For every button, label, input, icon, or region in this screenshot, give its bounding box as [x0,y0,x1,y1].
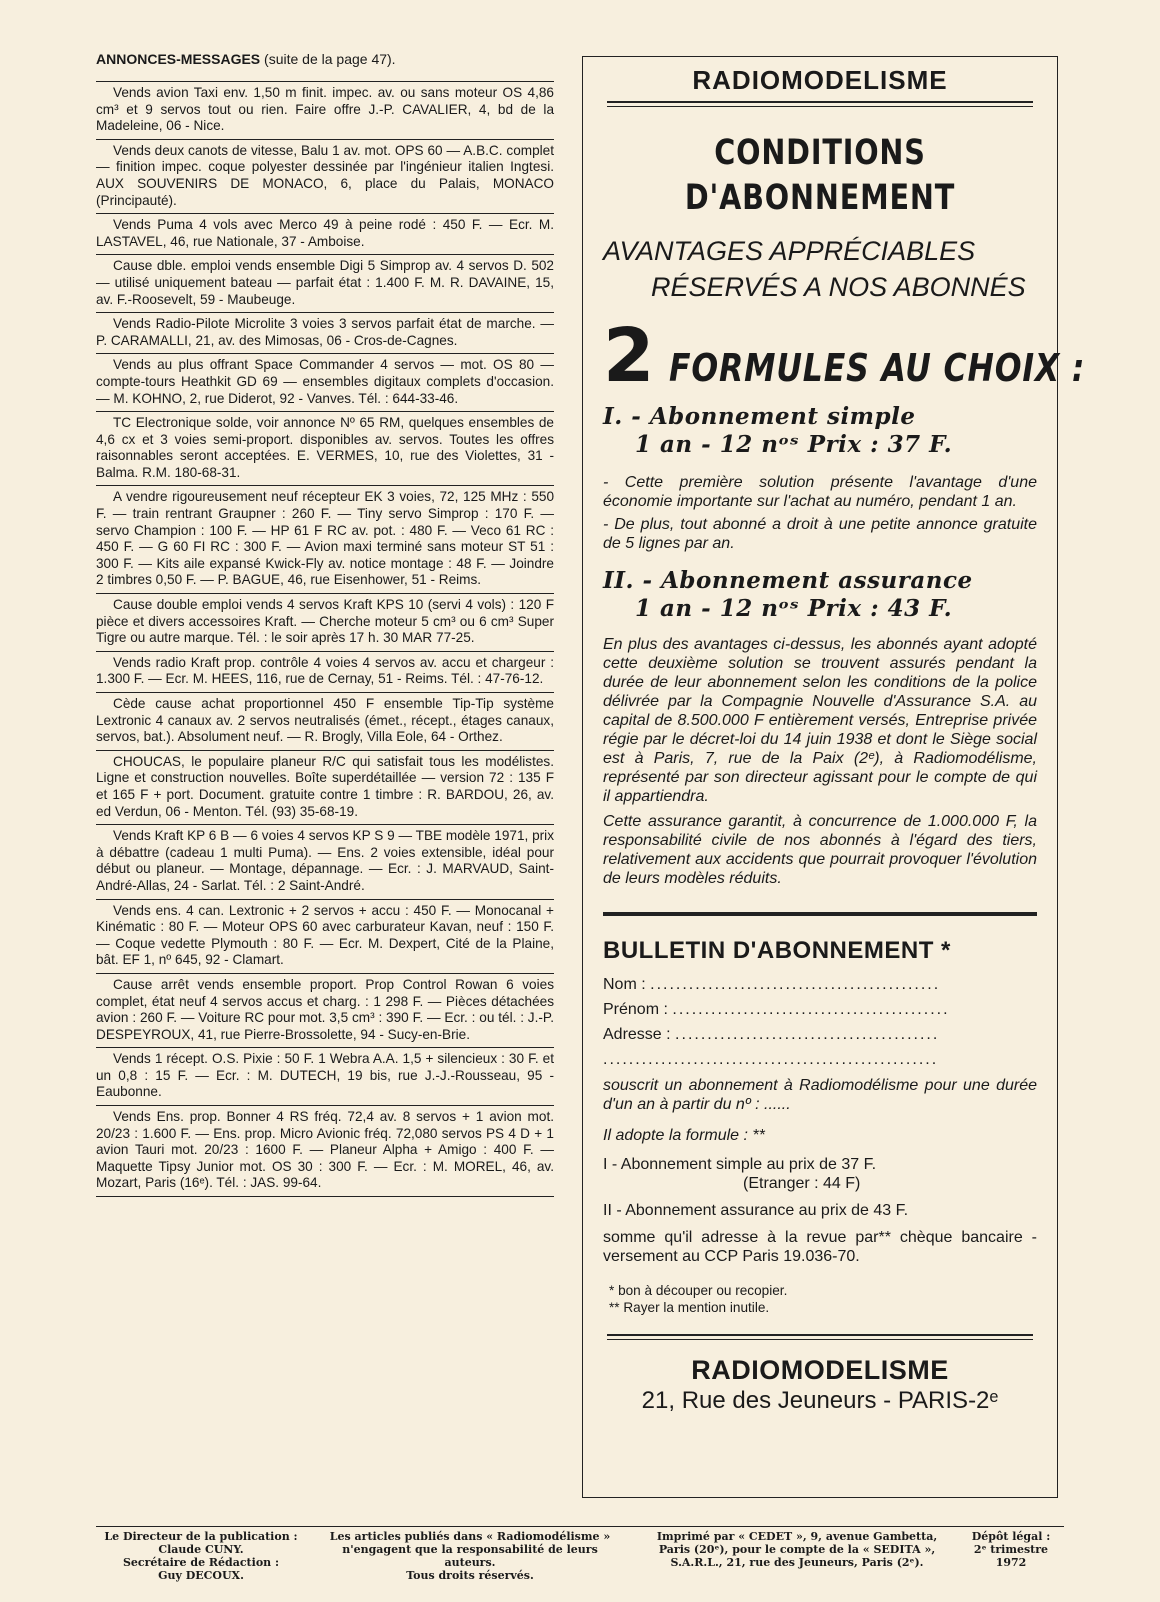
footer-line: Claude CUNY. [158,1543,244,1556]
ad-item: Vends deux canots de vitesse, Balu 1 av. mot. OPS 60 — A.B.C. complet — finition impec. coque polyester dessinée par l'ingénieur italien Ingtesi. AUX SOUVENIRS DE MONACO, 6, place du Palais, MONACO (Principauté). [96,139,554,213]
conditions-title [626,131,1015,221]
form-field-adresse-continued[interactable]: .................................................... [603,1051,939,1068]
formules-text: FORMULES AU CHOIX : [668,346,1085,390]
formules-number: 2 [603,313,655,399]
ad-item: Vends Puma 4 vols avec Merco 49 à peine rodé : 450 F. — Ecr. M. LASTAVEL, 46, rue Nationale, 37 - Amboise. [96,213,554,254]
footer-line: Tous droits réservés. [406,1569,534,1582]
ad-item: Vends Ens. prop. Bonner 4 RS fréq. 72,4 av. 8 servos + 1 avion mot. 20/23 : 1.600 F. — Ens. prop. Micro Avionic fréq. 72,080 servos PS 4 D + 1 avion Tauri mot. 20/23 : 1600 F. — Planeur Alpha + Amigo : 400 F. — Maquette Tipsy Junior mot. OS 30 : 300 F. — Ecr. : M. MOREL, 46, av. Mozart, Paris (16ᵉ). Tél. : JAS. 99-64. [96,1105,554,1197]
formula-2-price: 1 an - 12 nᵒˢ Prix : 43 F. [635,595,953,622]
ad-item: A vendre rigoureusement neuf récepteur EK 3 voies, 72, 125 MHz : 550 F. — train rentrant Graupner : 260 F. — Tiny servo Simprop : 170 F. — servo Champion : 100 F. — HP 61 F RC av. pot. : 480 F. — Veco 61 RC : 450 F. — G 60 FI RC : 300 F. — Avion maxi terminé sans moteur ST 51 : 300 F. — Kits aile expansé Kwick-Fly av. notice montage : 48 F. — Joindre 2 timbres 0,50 F. — P. BAGUE, 46, rue Eisenhower, 51 - Reims. [96,485,554,593]
ad-item: Vends avion Taxi env. 1,50 m finit. impec. av. ou sans moteur OS 4,86 cm³ et 9 servos tout ou rien. Faire offre J.-P. CAVALIER, 4, bd de la Madeleine, 06 - Nice. [96,81,554,139]
choice-1-etranger: (Etranger : 44 F) [743,1175,861,1192]
classified-ads-column [96,50,554,1197]
footer-line: Les articles publiés dans « Radiomodélisme » [329,1530,611,1543]
avantages-line-2: RÉSERVÉS A NOS ABONNÉS [651,272,1026,302]
formula-2-paragraph: Cette assurance garantit, à concurrence de 1.000.000 F, la responsabilité civile de nos abonnés à l'égard des tiers, relativement aux accidents que pourrait provoquer l'évolution de leurs modèles réduits. [603,813,1037,887]
ad-item: Cause arrêt vends ensemble proport. Prop Control Rowan 6 voies complet, état neuf 4 servos accus et charg. : 1 298 F. — Pièces détachées avion : 260 F. — Voiture RC pour mot. 3,5 cm³ : 390 F. — Ecr. : ou tél. : J.-P. DESPEYROUX, 41, rue Pierre-Brossolette, 94 - Sucy-en-Brie. [96,973,554,1047]
footer-line: Dépôt légal : [971,1530,1051,1543]
choice-2: II - Abonnement assurance au prix de 43 F. [603,1202,909,1219]
footer-line: Secrétaire de Rédaction : [122,1556,280,1569]
formula-2-paragraph: En plus des avantages ci-dessus, les abonnés ayant adopté cette deuxième solution se trouvent assurés pendant la durée de leur abonnement selon les conditions de la police délivrée par la Compagnie Nouvelle d'Assurance S.A. au capital de 8.500.000 F entièrement versés, Entreprise privée régie par le décret-loi du 14 juin 1938 et dont le Siège social est à Paris, 7, rue de la Paix (2ᵉ), à Radiomodélisme, représenté par son directeur agissant pour le compte de qui il appartiendra. [603,636,1037,805]
ad-item: Cause dble. emploi vends ensemble Digi 5 Simprop av. 4 servos D. 502 — utilisé uniquement bateau — parfait état : 1.400 F. M. R. DAVAINE, 15, av. F.-Roosevelt, 59 - Maubeuge. [96,254,554,312]
ad-item: Vends radio Kraft prop. contrôle 4 voies 4 servos av. accu et chargeur : 1.300 F. — Ecr. M. HEES, 116, rue de Cernay, 51 - Reims. Tél. : 47-76-12. [96,651,554,692]
form-field-adresse[interactable]: Adresse : ......................................... [603,1026,940,1043]
publisher-address: 21, Rue des Jeuneurs - PARIS-2ᵉ [641,1387,999,1414]
conditions-line-1: CONDITIONS [714,133,926,173]
formula-1-title: I. - Abonnement simple [603,403,916,430]
footer-rights-notice [318,1530,622,1582]
footer-line: Paris (20ᵉ), pour le compte de la « SEDITA », [658,1543,936,1556]
choice-1: I - Abonnement simple au prix de 37 F. [603,1156,877,1173]
footer-line: S.A.R.L., 21, rue des Jeuneurs, Paris (2ᵉ). [670,1556,924,1569]
ads-list [96,81,554,1197]
form-field-prenom[interactable]: Prénom : ........................................... [603,1001,950,1018]
form-label: Nom : [603,976,646,993]
payment-text: somme qu'il adresse à la revue par** chèque bancaire - versement au CCP Paris 19.036-70. [603,1229,1037,1265]
ad-item: Vends Radio-Pilote Microlite 3 voies 3 servos parfait état de marche. — P. CARAMALLI, 21, av. des Mimosas, 06 - Cros-de-Cagnes. [96,312,554,353]
ad-item: CHOUCAS, le populaire planeur R/C qui satisfait tous les modélistes. Ligne et construction nouvelles. Boîte superdétaillée — version 72 : 135 F et 165 F + port. Document. gratuite contre 1 timbre : R. BARDOU, 26, av. ed Verdun, 06 - Menton. Tél. (93) 35-68-19. [96,750,554,824]
formules-heading [603,313,1085,399]
footer-divider [96,1526,1064,1527]
divider [607,101,1033,107]
souscrit-text: souscrit un abonnement à Radiomodélisme pour une durée d'un an à partir du nº : ...... [603,1077,1037,1113]
formula-1-heading [583,403,1057,459]
form-field-nom[interactable]: Nom : ............................................. [603,976,941,993]
footer-line: n'engagent que la responsabilité de leurs auteurs. [342,1543,598,1569]
ad-item: Cède cause achat proportionnel 450 F ensemble Tip-Tip système Lextronic 4 canaux av. 2 servos neutralisés (émet., récept., étages canaux, servos, bat.). Absolument neuf. — R. Brogly, Villa Eole, 64 - Orthez. [96,692,554,750]
formula-2-heading [583,567,1057,623]
bulletin-title: BULLETIN D'ABONNEMENT * [603,937,951,964]
ad-item: Vends au plus offrant Space Commander 4 servos — mot. OS 80 — compte-tours Heathkit GD 69 — ensembles digitaux complets d'occasion. — M. KOHNO, 2, rue Diderot, 92 - Vanves. Tél. : 644-33-46. [96,353,554,411]
footnote: * bon à découper ou recopier. [609,1283,788,1298]
formula-1-paragraph: - De plus, tout abonné a droit à une petite annonce gratuite de 5 lignes par an. [603,516,1037,552]
form-label: Prénom : [603,1001,668,1018]
section-header [96,50,554,68]
ad-item: Vends 1 récept. O.S. Pixie : 50 F. 1 Webra A.A. 1,5 + silencieux : 30 F. et un 0,8 : 15 F. — Ecr. : M. DUTECH, 19 bis, rue J.-J.-Rousseau, 95 - Eaubonne. [96,1047,554,1105]
footer-legal-deposit [958,1530,1064,1569]
footnotes [583,1282,1057,1316]
adopte-text: Il adopte la formule : ** [603,1127,765,1144]
divider [603,912,1037,916]
section-title: ANNONCES-MESSAGES [96,51,261,67]
footer-line: Le Directeur de la publication : [104,1530,298,1543]
conditions-line-2: D'ABONNEMENT [684,178,956,218]
ad-item: Cause double emploi vends 4 servos Kraft KPS 10 (servi 4 vols) : 120 F pièce et divers accessoires Kraft. — Cherche moteur 5 cm³ ou 6 cm³ Super Tigre ou autre marque. Tél. : le soir après 17 h. 30 MAR 77-25. [96,593,554,651]
footer-line: Imprimé par « CEDET », 9, avenue Gambetta, [656,1530,938,1543]
footer-printer-info [640,1530,954,1569]
ad-item: Vends Kraft KP 6 B — 6 voies 4 servos KP S 9 — TBE modèle 1971, prix à débattre (cadeau 1 multi Puma). — Ens. 2 voies extensible, idéal pour début ou planeur. — Montage, dépannage. — Ecr. : J. MARVAUD, Saint-André-Allas, 24 - Sarlat. Tél. : 2 Saint-André. [96,824,554,898]
ad-item: Vends ens. 4 can. Lextronic + 2 servos + accu : 450 F. — Monocanal + Kinématic : 80 F. — Moteur OPS 60 avec carburateur Kavan, neuf : 150 F. — Coque vedette Plymouth : 80 F. — Ecr. M. Dexpert, Cité de la Plaine, bât. EF 1, nº 645, 92 - Clamart. [96,899,554,973]
section-continuation: (suite de la page 47). [264,51,396,67]
ad-item: TC Electronique solde, voir annonce Nº 65 RM, quelques ensembles de 4,6 cx et 3 voies semi-proport. disponibles av. servos. Toutes les offres raisonnables seront acceptées. E. VERMES, 10, rue des Violettes, 31 - Balma. R.M. 180-68-31. [96,411,554,485]
brand-title: RADIOMODELISME [692,65,948,95]
avantages-line-1: AVANTAGES APPRÉCIABLES [603,236,976,266]
footer-line: 2ᵉ trimestre 1972 [973,1543,1049,1569]
avantages-heading [583,233,1057,305]
publisher-name: RADIOMODELISME [691,1355,949,1385]
form-label: Adresse : [603,1026,671,1043]
formula-2-title: II. - Abonnement assurance [603,567,973,594]
footer-line: Guy DECOUX. [158,1569,244,1582]
formula-1-price: 1 an - 12 nᵒˢ Prix : 37 F. [635,431,953,458]
formula-1-paragraph: - Cette première solution présente l'avantage d'une économie importante sur l'achat au numéro, pendant 1 an. [603,474,1037,510]
footnote: ** Rayer la mention inutile. [609,1300,770,1315]
footer-publication-credits [96,1530,306,1582]
divider [607,1334,1033,1340]
subscription-form [583,972,1057,1266]
subscription-box [582,56,1085,1498]
